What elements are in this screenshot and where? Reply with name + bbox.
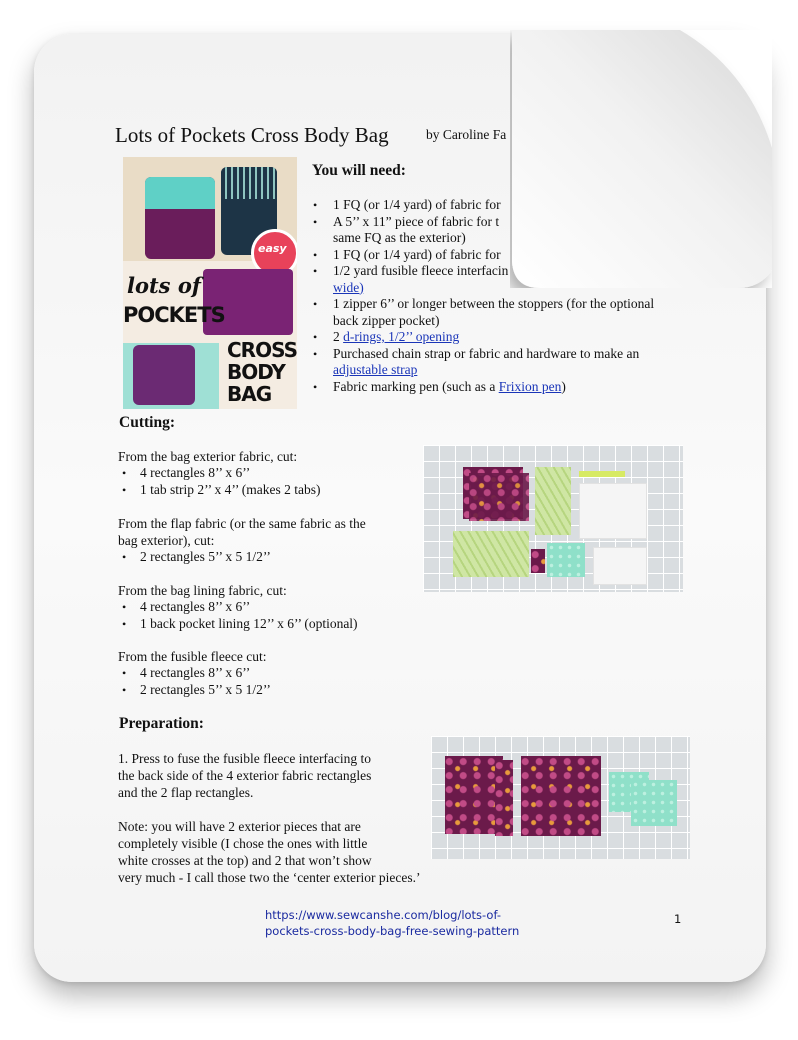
you-will-need-heading: You will need: [312, 162, 406, 179]
list-item: • 2 rectangles 5’’ x 5 1/2’’ [100, 549, 271, 566]
list-item: • 1 tab strip 2’’ x 4’’ (makes 2 tabs) [100, 482, 320, 499]
cover-image [123, 157, 297, 409]
list-item: • Fabric marking pen (such as a Frixion pen) [311, 379, 654, 396]
list-item: • A 5’’ x 11” piece of fabric for t same FQ as the exterior) [311, 214, 654, 247]
cover-text-lots-of: lots of [127, 273, 201, 298]
preparation-heading: Preparation: [119, 715, 204, 732]
list-item: • 1 zipper 6’’ or longer between the stoppers (for the optional back zipper pocket) [311, 296, 654, 329]
list-item: • 2 d-rings, 1/2’’ opening [311, 329, 654, 346]
list-item: • 1 FQ (or 1/4 yard) of fabric for [311, 247, 654, 264]
fleece-list [100, 665, 271, 698]
source-url-link[interactable]: https://www.sewcanshe.com/blog/lots-of- pockets-cross-body-bag-free-sewing-pattern [265, 908, 520, 938]
cover-text-body: BODY [227, 360, 285, 384]
supplies-list [311, 197, 654, 395]
fleece-link[interactable]: wide) [333, 279, 364, 295]
list-item: • 1 back pocket lining 12’’ x 6’’ (optional) [100, 616, 358, 633]
exterior-list [100, 465, 320, 498]
list-item: • 4 rectangles 8’’ x 6’’ [100, 599, 358, 616]
list-item: • Purchased chain strap or fabric and hardware to make an adjustable strap [311, 346, 654, 379]
lining-label: From the bag lining fabric, cut: [118, 583, 287, 598]
list-item: • 4 rectangles 8’’ x 6’’ [100, 665, 271, 682]
cutting-heading: Cutting: [119, 414, 175, 431]
prep-paragraph-2: Note: you will have 2 exterior pieces that are completely visible (I chose the ones with little white crosses at the top) and 2 that won’t show very much - I call those two the ‘center exterior pieces.’ [118, 819, 421, 885]
list-item: • 4 rectangles 8’’ x 6’’ [100, 465, 320, 482]
lining-list [100, 599, 358, 632]
d-rings-link[interactable]: d-rings, 1/2’’ opening [343, 329, 460, 344]
adjustable-strap-link[interactable]: adjustable strap [333, 362, 418, 377]
list-item: • 1 FQ (or 1/4 yard) of fabric for [311, 197, 654, 214]
prep-paragraph-1: 1. Press to fuse the fusible fleece interfacing to the back side of the 4 exterior fabric rectangles and the 2 flap rectangles. [118, 751, 372, 800]
cover-text-cross: CROSS [227, 338, 297, 362]
list-item: • 2 rectangles 5’’ x 5 1/2’’ [100, 682, 271, 699]
cover-text-pockets: POCKETS [123, 303, 225, 327]
cut-pieces-photo [423, 445, 683, 592]
fleece-label: From the fusible fleece cut: [118, 649, 267, 664]
frixion-pen-link[interactable]: Frixion pen [498, 378, 562, 394]
list-item: • 1/2 yard fusible fleece interfacin wide) [311, 263, 654, 296]
fused-pieces-photo [431, 736, 690, 859]
cover-badge: easy [258, 242, 287, 255]
document-title: Lots of Pockets Cross Body Bag [115, 123, 389, 147]
document-author: by Caroline Fa [426, 127, 507, 142]
cover-text-bag: BAG [227, 382, 272, 406]
page-number: 1 [674, 912, 682, 926]
flap-list [100, 549, 271, 566]
exterior-label: From the bag exterior fabric, cut: [118, 449, 298, 464]
flap-label: From the flap fabric (or the same fabric as the bag exterior), cut: [118, 516, 366, 548]
